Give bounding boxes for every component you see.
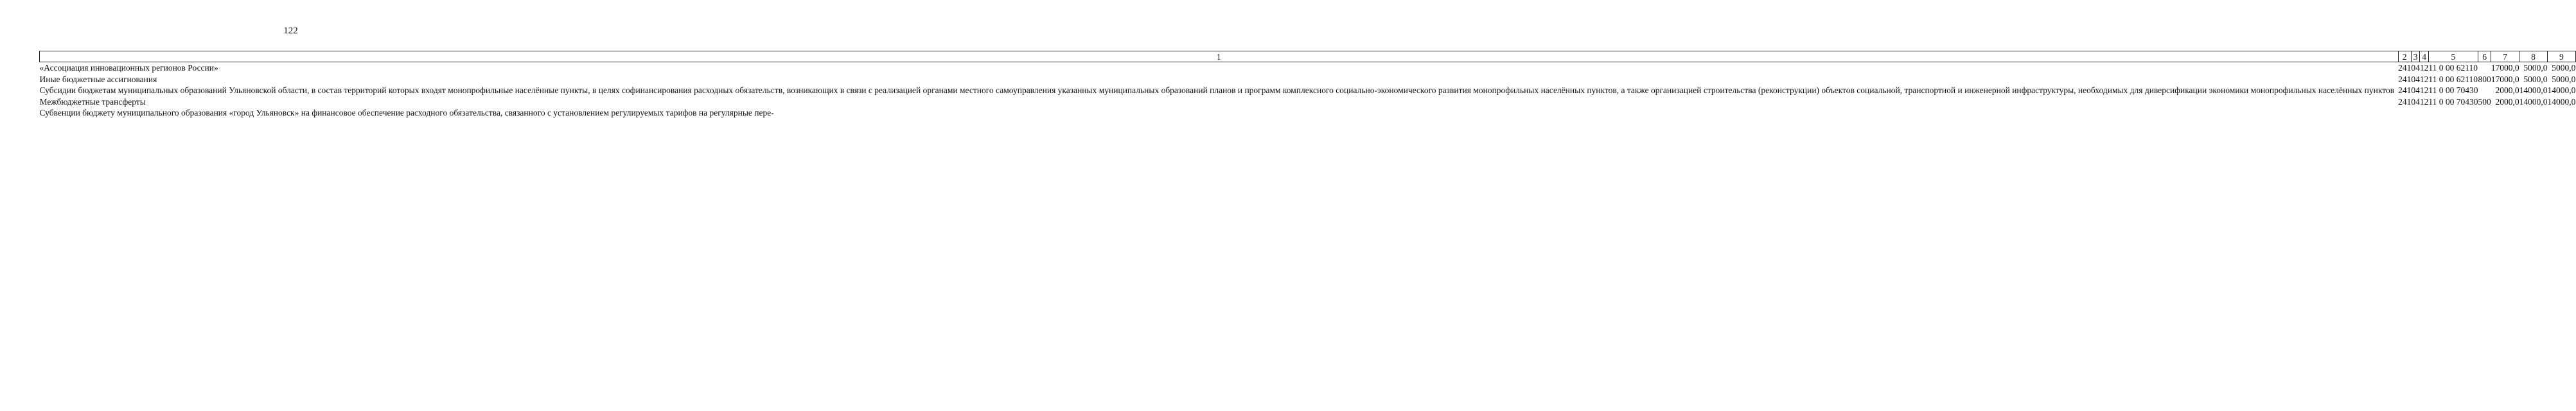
code-cell-4 — [2420, 107, 2429, 119]
page-number: 122 — [283, 26, 298, 36]
row-description: Субвенции бюджету муниципального образования «город Ульяновск» на финансовое обеспечение расходного обязательства, связанного с установлением регулируемых тарифов на регулярные пере- — [39, 108, 774, 118]
description-cell — [40, 107, 2399, 119]
code-cell-5: 11 0 00 70430 — [2428, 85, 2478, 95]
description-cell — [40, 96, 2399, 108]
table-row — [40, 62, 2576, 74]
amount-cell-8: 14000,0 — [2519, 96, 2548, 107]
code-cell-3: 04 — [2411, 96, 2420, 107]
code-cell-5: 11 0 00 62110 — [2428, 63, 2478, 73]
table-row — [40, 96, 2576, 108]
code-cell-2 — [2398, 107, 2411, 119]
row-description: Иные бюджетные ассигнования — [39, 74, 157, 84]
amount-cell-8: 14000,0 — [2519, 85, 2548, 95]
amount-cell-9: 14000,0 — [2547, 85, 2576, 95]
amount-cell-9: 5000,0 — [2552, 74, 2576, 84]
row-description: Субсидии бюджетам муниципальных образований Ульяновской области, в состав территорий которых входят монопрофильные населённые пункты, в целях софинансирования расходных обязательств, возникающих в связи с реализацией органами местного самоуправления указанных муниципальных образований планов и программ комплексного социально-экономического развития монопрофильных населённых пунктов, а также организацией строительства (реконструкции) объектов социальной, транспортной и инженерной инфраструктуры, необходимых для диверсификации экономики монопрофильных населённых пунктов — [39, 85, 2395, 95]
row-description: «Ассоциация инновационных регионов России» — [39, 63, 218, 73]
code-cell-6 — [2478, 62, 2491, 74]
table-body — [40, 62, 2576, 119]
amount-cell-7 — [2491, 107, 2519, 119]
code-cell-6: 800 — [2478, 74, 2491, 84]
column-header-2: 2 — [2398, 51, 2411, 62]
column-header-8: 8 — [2519, 51, 2548, 62]
code-cell-2: 241 — [2398, 96, 2412, 107]
description-cell — [40, 62, 2399, 74]
code-cell-3: 04 — [2411, 85, 2420, 95]
code-cell-4: 12 — [2419, 74, 2429, 84]
column-header-5: 5 — [2428, 51, 2478, 62]
code-cell-4: 12 — [2419, 96, 2429, 107]
code-cell-6 — [2478, 85, 2491, 96]
header-row — [40, 51, 2576, 62]
code-cell-4: 12 — [2419, 85, 2429, 95]
table-row — [40, 85, 2576, 96]
code-cell-6: 500 — [2478, 96, 2491, 107]
table-row — [40, 107, 2576, 119]
amount-cell-9 — [2547, 107, 2575, 119]
column-header-3: 3 — [2411, 51, 2420, 62]
column-header-1: 1 — [40, 51, 2399, 62]
code-cell-4: 12 — [2419, 63, 2429, 73]
amount-cell-8: 5000,0 — [2523, 74, 2548, 84]
amount-cell-8: 5000,0 — [2523, 63, 2548, 73]
code-cell-2: 241 — [2398, 74, 2412, 84]
code-cell-5: 11 0 00 62110 — [2428, 74, 2478, 84]
code-cell-3: 04 — [2411, 63, 2420, 73]
amount-cell-7: 17000,0 — [2491, 63, 2519, 73]
amount-cell-7: 2000,0 — [2495, 85, 2519, 95]
amount-cell-8 — [2519, 107, 2548, 119]
code-cell-6 — [2478, 107, 2491, 119]
row-description: Межбюджетные трансферты — [39, 96, 146, 107]
code-cell-5 — [2428, 107, 2478, 119]
column-header-4: 4 — [2420, 51, 2429, 62]
column-header-9: 9 — [2547, 51, 2575, 62]
code-cell-2: 241 — [2398, 63, 2412, 73]
column-header-7: 7 — [2491, 51, 2519, 62]
table-row — [40, 74, 2576, 85]
amount-cell-7: 2000,0 — [2495, 96, 2519, 107]
amount-cell-9: 14000,0 — [2547, 96, 2576, 107]
budget-table — [39, 51, 2576, 119]
code-cell-5: 11 0 00 70430 — [2428, 96, 2478, 107]
description-cell — [40, 85, 2399, 96]
column-header-6: 6 — [2478, 51, 2491, 62]
description-cell — [40, 74, 2399, 85]
code-cell-3: 04 — [2411, 74, 2420, 84]
code-cell-3 — [2411, 107, 2420, 119]
amount-cell-9: 5000,0 — [2552, 63, 2576, 73]
amount-cell-7: 17000,0 — [2491, 74, 2519, 84]
code-cell-2: 241 — [2398, 85, 2412, 95]
